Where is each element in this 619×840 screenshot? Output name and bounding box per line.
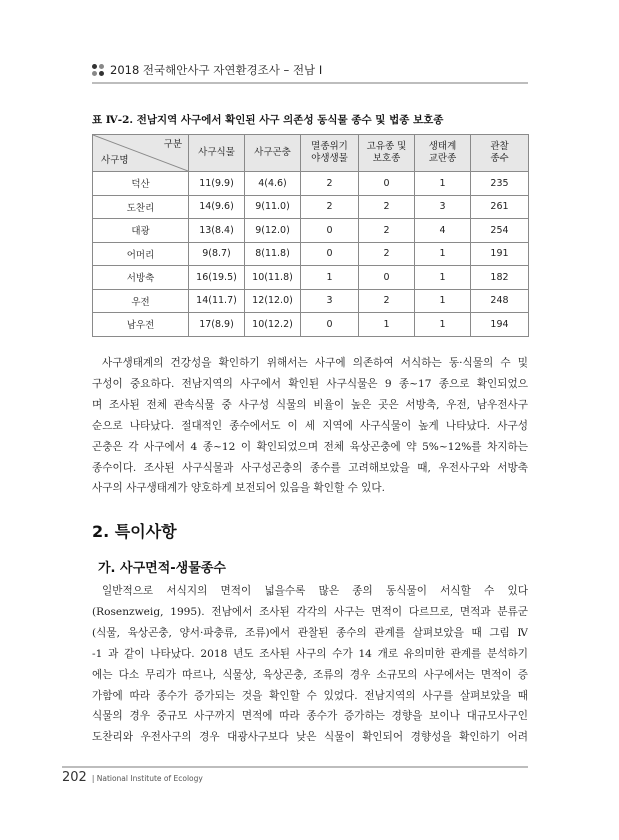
table-cell: 10(11.8) (245, 266, 301, 290)
dune-name-cell: 서방축 (93, 266, 189, 290)
table-cell: 8(11.8) (245, 242, 301, 266)
table-cell: 3 (415, 195, 471, 219)
column-header (471, 135, 529, 172)
table-cell: 0 (301, 242, 359, 266)
table-caption: 표 Ⅳ-2. 전남지역 사구에서 확인된 사구 의존성 동식물 종수 및 법종 보호종 (92, 114, 444, 126)
page-footer (62, 770, 203, 785)
table-cell: 0 (359, 172, 415, 196)
text-line: (식물, 육상곤충, 양서·파충류, 조류)에서 관찰된 종수의 관계를 살펴보았을 때 그림 Ⅳ (92, 626, 528, 639)
table-cell: 0 (301, 313, 359, 337)
table-cell: 9(11.0) (245, 195, 301, 219)
column-header (301, 135, 359, 172)
table-cell: 1 (415, 172, 471, 196)
text-line: 식물의 경우 중규모 사구까지 면적에 따라 종수가 증가하는 경향을 보이나 대규모사구인 (92, 710, 528, 723)
table-cell: 2 (301, 195, 359, 219)
column-header-line: 멸종위기 (311, 141, 348, 152)
table-cell: 2 (359, 219, 415, 243)
table-cell: 4(4.6) (245, 172, 301, 196)
header-dots-icon (92, 64, 104, 76)
footer-institution: | National Institute of Ecology (91, 774, 203, 783)
column-header-line: 사구식물 (198, 147, 235, 158)
paragraph-dune-health (92, 353, 528, 499)
table-cell: 1 (415, 242, 471, 266)
table-cell: 3 (301, 289, 359, 313)
table-cell: 13(8.4) (189, 219, 245, 243)
corner-label-category: 구분 (163, 139, 182, 150)
dune-name-cell: 대광 (93, 219, 189, 243)
text-line: 가함에 따라 종수가 증가되는 것을 확인할 수 있었다. 전남지역의 사구를 살펴보았을 때 (92, 689, 528, 702)
text-line: 사구의 사구생태계가 양호하게 보전되어 있음을 확인할 수 있다. (92, 482, 386, 495)
column-header (415, 135, 471, 172)
table-cell: 2 (359, 195, 415, 219)
paragraph-area-species (92, 581, 528, 748)
table-cell: 16(19.5) (189, 266, 245, 290)
table-header-row (93, 135, 529, 172)
table-cell: 261 (471, 195, 529, 219)
table-cell: 9(12.0) (245, 219, 301, 243)
header-rule (92, 82, 528, 84)
table-cell: 248 (471, 289, 529, 313)
subsection-title: 가. 사구면적-생물종수 (98, 561, 226, 576)
table-row (93, 266, 529, 290)
table-row (93, 219, 529, 243)
text-line: 순으로 나타났다. 절대적인 종수에서도 이 세 지역에 사구식물이 높게 나타났다. 사구성 (92, 419, 528, 432)
species-table (92, 134, 529, 337)
table-cell: 1 (415, 266, 471, 290)
table-cell: 191 (471, 242, 529, 266)
text-line: 도찬리와 우전사구의 경우 대광사구보다 낮은 식물이 확인되어 경향성을 확인하기 어려 (92, 731, 528, 744)
text-line: 며 조사된 전체 관속식물 중 사구성 식물의 비율이 높은 곳은 서방축, 우전, 남우전사구 (92, 398, 528, 411)
table-cell: 2 (301, 172, 359, 196)
column-header-line: 보호종 (372, 153, 401, 164)
table-cell: 1 (359, 313, 415, 337)
column-header-line: 관찰 (490, 141, 509, 152)
table-row (93, 242, 529, 266)
table-cell: 1 (301, 266, 359, 290)
text-line: 종수이다. 조사된 사구식물과 사구성곤충의 종수를 고려해보았을 때, 우전사구와 서방축 (92, 461, 528, 474)
table-cell: 2 (359, 242, 415, 266)
column-header-line: 교란종 (428, 153, 457, 164)
table-cell: 182 (471, 266, 529, 290)
table-cell: 0 (301, 219, 359, 243)
table-cell: 194 (471, 313, 529, 337)
dune-name-cell: 어머리 (93, 242, 189, 266)
table-cell: 235 (471, 172, 529, 196)
table-cell: 2 (359, 289, 415, 313)
column-header (359, 135, 415, 172)
table-cell: 12(12.0) (245, 289, 301, 313)
table-cell: 1 (415, 313, 471, 337)
text-line: (Rosenzweig, 1995). 전남에서 조사된 각각의 사구는 면적이 다르므로, 면적과 분류군 (92, 605, 528, 618)
section-title: 2. 특이사항 (92, 522, 177, 541)
column-header (189, 135, 245, 172)
table-row (93, 195, 529, 219)
corner-label-dune: 사구명 (101, 155, 129, 166)
text-line: 에는 다소 무리가 따르나, 식물상, 육상곤충, 조류의 경우 소규모의 사구에서는 면적이 증 (92, 668, 528, 681)
column-header-line: 종수 (490, 153, 509, 164)
text-line: 곤충은 각 사구에서 4 종~12 이 확인되었으며 전체 육상곤충에 약 5%~12%를 차지하는 (92, 440, 528, 453)
dune-name-cell: 덕산 (93, 172, 189, 196)
table-cell: 4 (415, 219, 471, 243)
column-header (245, 135, 301, 172)
table-cell: 9(8.7) (189, 242, 245, 266)
table-cell: 0 (359, 266, 415, 290)
table-cell: 254 (471, 219, 529, 243)
running-header (92, 62, 322, 78)
column-header-line: 야생생물 (311, 153, 348, 164)
table-row (93, 289, 529, 313)
column-header-line: 사구곤충 (254, 147, 291, 158)
dune-name-cell: 남우전 (93, 313, 189, 337)
table-corner-cell (93, 135, 189, 172)
text-line: -1 과 같이 나타났다. 2018 년도 조사된 사구의 수가 14 개로 유의미한 관계를 분석하기 (92, 647, 528, 660)
table-cell: 17(8.9) (189, 313, 245, 337)
table-row (93, 172, 529, 196)
column-header-line: 고유종 및 (366, 141, 407, 152)
dune-name-cell: 우전 (93, 289, 189, 313)
text-line: 일반적으로 서식지의 면적이 넓을수록 많은 종의 동식물이 서식할 수 있다 (102, 585, 528, 597)
table-cell: 10(12.2) (245, 313, 301, 337)
text-line: 구성이 중요하다. 전남지역의 사구에서 확인된 사구식물은 9 종~17 종으로 확인되었으 (92, 377, 528, 390)
table-row (93, 313, 529, 337)
page-number: 202 (62, 770, 87, 785)
table-body (93, 172, 529, 337)
dune-name-cell: 도찬리 (93, 195, 189, 219)
text-line: 사구생태계의 건강성을 확인하기 위해서는 사구에 의존하여 서식하는 동·식물의 수 및 (102, 357, 528, 369)
column-header-line: 생태계 (428, 141, 457, 152)
table-cell: 1 (415, 289, 471, 313)
table-cell: 14(11.7) (189, 289, 245, 313)
table-cell: 11(9.9) (189, 172, 245, 196)
footer-rule (62, 766, 528, 768)
header-title: 2018 전국해안사구 자연환경조사 – 전남 I (110, 63, 323, 77)
table-cell: 14(9.6) (189, 195, 245, 219)
